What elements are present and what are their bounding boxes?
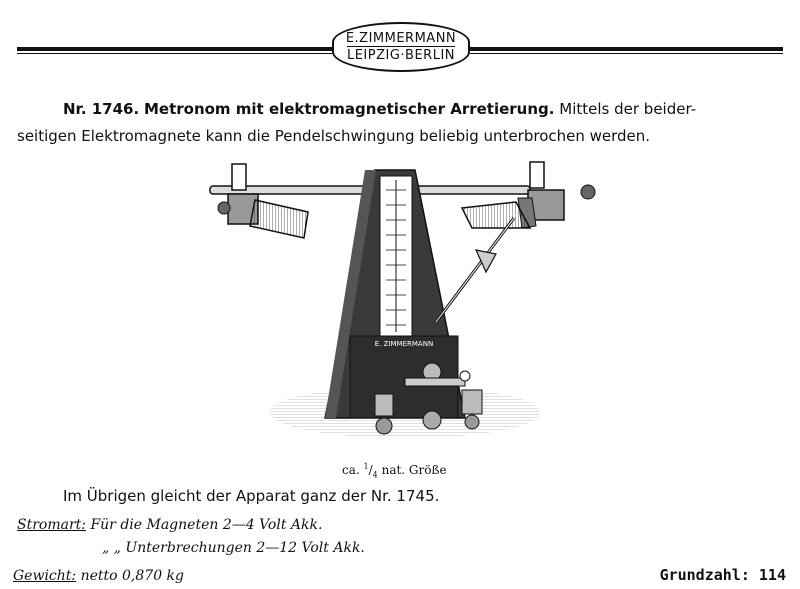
gewicht-line [13,568,184,584]
right-electromagnet [462,162,595,228]
logo-line-2: LEIPZIG·BERLIN [346,48,456,63]
pendulum-rod [436,218,514,322]
gewicht-label: Gewicht: [13,568,77,584]
product-desc-start: Mittels der beider- [559,100,697,118]
stromart-value-1: Für die Magneten 2—4 Volt Akk. [90,517,323,533]
product-desc-cont: seitigen Elektromagnete kann die Pendelschwingung beliebig unterbrochen werden. [17,127,651,145]
company-logo [332,22,470,72]
header-rule-right [470,47,783,51]
left-electromagnet [218,164,308,238]
caption-frac-num: 1 [363,462,369,471]
product-number: Nr. 1746. [63,100,140,118]
illustration-caption: ca. $^1/_4$ nat. Größe [342,462,447,480]
header-rule-right-thin [470,53,783,54]
caption-frac-den: 4 [372,470,378,480]
maker-label: E. ZIMMERMANN [374,340,434,348]
header-rule-left [17,47,332,51]
stromart-label: Stromart: [17,517,86,533]
caption-pre: ca. [342,463,360,477]
metronome-illustration [200,150,600,440]
header-rule-left-thin [17,53,332,54]
product-name: Metronom mit elektromagnetischer Arretierung. [143,100,555,118]
caption-post: nat. Größe [381,463,447,477]
product-title-line [63,100,788,118]
stromart-value-2: „ „ Unterbrechungen 2—12 Volt Akk. [102,540,365,556]
same-as-note: Im Übrigen gleicht der Apparat ganz der Nr. 1745. [63,487,440,505]
stromart-line-1 [17,517,322,533]
logo-line-1: E.ZIMMERMANN [345,31,457,46]
grundzahl: Grundzahl: 114 [659,566,786,584]
gewicht-value: netto 0,870 kg [80,568,185,584]
